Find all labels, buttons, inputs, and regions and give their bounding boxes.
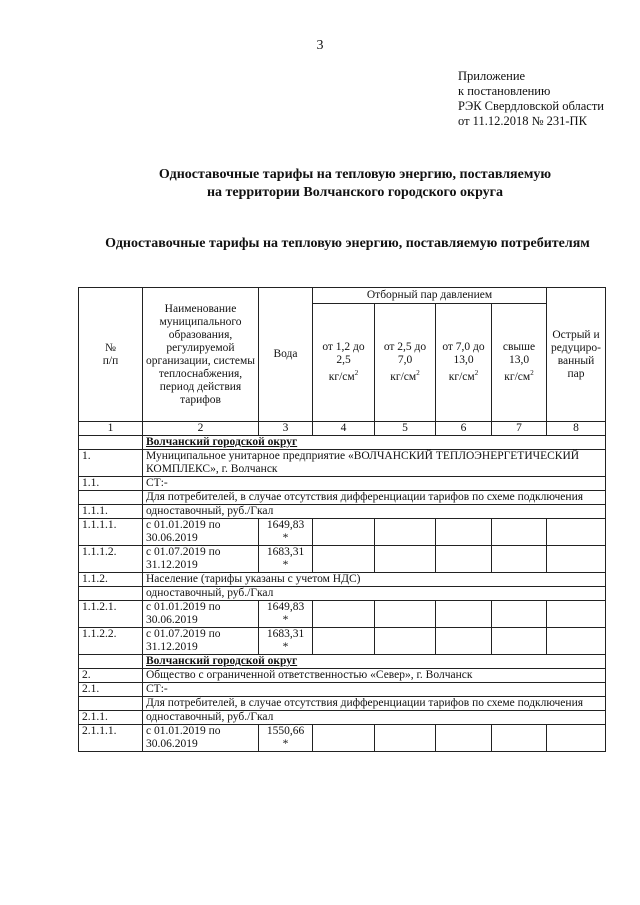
column-number: 4 (313, 422, 375, 436)
row-description: одноставочный, руб./Гкал (143, 505, 606, 519)
row-description: СТ:- (143, 477, 606, 491)
row-empty-cell (313, 519, 375, 546)
row-description: Для потребителей, в случае отсутствия дифференциации тарифов по схеме подключения (143, 697, 606, 711)
row-water-value: 1649,83 * (259, 519, 313, 546)
appendix-line: Приложение (458, 69, 526, 83)
row-description: одноставочный, руб./Гкал (143, 711, 606, 725)
document-title (0, 166, 640, 202)
table-row (79, 669, 606, 683)
table-title: Одноставочные тарифы на тепловую энергию, поставляемую потребителям (105, 236, 590, 251)
table-row (79, 546, 606, 573)
column-number: 1 (79, 422, 143, 436)
table-row (79, 683, 606, 697)
column-number: 2 (143, 422, 259, 436)
row-empty-cell (375, 519, 436, 546)
row-empty-cell (375, 546, 436, 573)
row-num-cell: 1.1.1.1. (79, 519, 143, 546)
row-empty-cell (436, 725, 492, 752)
row-num-cell: 2.1.1. (79, 711, 143, 725)
page-number: 3 (316, 38, 324, 53)
row-empty-cell (375, 628, 436, 655)
row-num-cell (79, 587, 143, 601)
row-description: Население (тарифы указаны с учетом НДС) (143, 573, 606, 587)
table-row (79, 697, 606, 711)
header-water: Вода (259, 288, 313, 422)
appendix-line: от 11.12.2018 № 231-ПК (458, 114, 587, 128)
table-row (79, 573, 606, 587)
section-title: Волчанский городской округ (143, 436, 606, 450)
row-empty-cell (313, 546, 375, 573)
row-num-cell (79, 436, 143, 450)
table-row (79, 587, 606, 601)
table-row (79, 628, 606, 655)
column-number: 7 (492, 422, 547, 436)
row-description: Для потребителей, в случае отсутствия дифференциации тарифов по схеме подключения (143, 491, 606, 505)
row-empty-cell (547, 546, 606, 573)
row-num-cell: 1.1.2. (79, 573, 143, 587)
table-row (79, 477, 606, 491)
row-empty-cell (313, 725, 375, 752)
row-empty-cell (436, 628, 492, 655)
row-num-cell: 1.1.2.2. (79, 628, 143, 655)
row-empty-cell (547, 601, 606, 628)
header-sharp-steam: Острый и редуциро-ванный пар (547, 288, 606, 422)
row-empty-cell (492, 725, 547, 752)
table-row (79, 450, 606, 477)
row-num-cell (79, 697, 143, 711)
row-num-cell: 1.1.2.1. (79, 601, 143, 628)
row-description: Общество с ограниченной ответственностью «Север», г. Волчанск (143, 669, 606, 683)
row-num-cell (79, 491, 143, 505)
header-pressure-3: от 7,0 до 13,0 $кг/см^2$ (436, 304, 492, 422)
row-empty-cell (492, 601, 547, 628)
column-number: 8 (547, 422, 606, 436)
title-line: на территории Волчанского городского округа (206, 185, 504, 200)
row-empty-cell (436, 519, 492, 546)
table-row (79, 601, 606, 628)
row-empty-cell (547, 628, 606, 655)
table-row (79, 436, 606, 450)
row-description: Муниципальное унитарное предприятие «ВОЛЧАНСКИЙ ТЕПЛОЭНЕРГЕТИЧЕСКИЙ КОМПЛЕКС», г. Волчанск (143, 450, 606, 477)
table-row (79, 655, 606, 669)
header-pressure-1: от 1,2 до 2,5 $кг/см^2$ (313, 304, 375, 422)
section-title: Волчанский городской округ (143, 655, 606, 669)
column-number: 3 (259, 422, 313, 436)
row-num-cell: 2.1. (79, 683, 143, 697)
row-empty-cell (547, 725, 606, 752)
row-num-cell: 2. (79, 669, 143, 683)
row-empty-cell (492, 519, 547, 546)
row-description: одноставочный, руб./Гкал (143, 587, 606, 601)
row-period: с 01.07.2019 по 31.12.2019 (143, 628, 259, 655)
row-period: с 01.01.2019 по 30.06.2019 (143, 519, 259, 546)
header-steam-group: Отборный пар давлением (313, 288, 547, 304)
row-num-cell: 1.1.1. (79, 505, 143, 519)
header-pressure-4: свыше 13,0 $кг/см^2$ (492, 304, 547, 422)
row-water-value: 1550,66 * (259, 725, 313, 752)
row-num-cell (79, 655, 143, 669)
row-num-cell: 1.1.1.2. (79, 546, 143, 573)
column-numbers-row (79, 422, 606, 436)
row-empty-cell (436, 546, 492, 573)
table-row (79, 491, 606, 505)
row-empty-cell (492, 628, 547, 655)
row-empty-cell (492, 546, 547, 573)
tariff-table (78, 287, 606, 752)
row-description: СТ:- (143, 683, 606, 697)
row-empty-cell (375, 601, 436, 628)
row-water-value: 1683,31 * (259, 546, 313, 573)
column-number: 5 (375, 422, 436, 436)
title-line: Одноставочные тарифы на тепловую энергию, поставляемую (158, 167, 552, 182)
row-water-value: 1649,83 * (259, 601, 313, 628)
row-period: с 01.01.2019 по 30.06.2019 (143, 601, 259, 628)
row-num-cell: 1.1. (79, 477, 143, 491)
header-pressure-2: от 2,5 до 7,0 $кг/см^2$ (375, 304, 436, 422)
row-num-cell: 2.1.1.1. (79, 725, 143, 752)
table-row (79, 725, 606, 752)
row-empty-cell (547, 519, 606, 546)
row-empty-cell (313, 628, 375, 655)
row-period: с 01.07.2019 по 31.12.2019 (143, 546, 259, 573)
appendix-note (458, 69, 604, 129)
header-name: Наименование муниципального образования, регулируемой организации, системы теплоснабжения, период действия тарифов (143, 288, 259, 422)
appendix-line: РЭК Свердловской области (458, 99, 604, 113)
column-number: 6 (436, 422, 492, 436)
table-row (79, 505, 606, 519)
row-water-value: 1683,31 * (259, 628, 313, 655)
table-row (79, 711, 606, 725)
row-empty-cell (436, 601, 492, 628)
row-empty-cell (313, 601, 375, 628)
table-row (79, 519, 606, 546)
row-empty-cell (375, 725, 436, 752)
row-num-cell: 1. (79, 450, 143, 477)
row-period: с 01.01.2019 по 30.06.2019 (143, 725, 259, 752)
appendix-line: к постановлению (458, 84, 551, 98)
header-num: № п/п (79, 288, 143, 422)
